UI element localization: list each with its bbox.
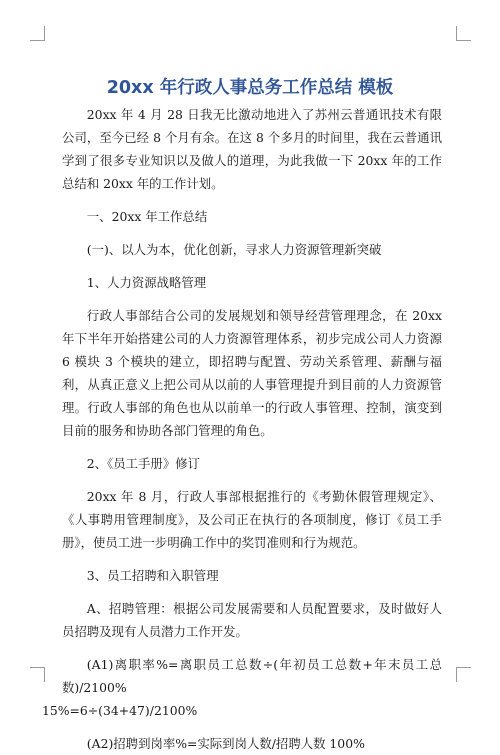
section-heading: 一、20xx 年工作总结 — [86, 209, 208, 224]
crop-mark-top-left — [30, 26, 45, 41]
item-heading: 2、《员工手册》修订 — [86, 456, 200, 471]
formula-line: (A2)招聘到岗率%=实际到岗人数/招聘人数 100% — [86, 736, 365, 751]
body-paragraph: 行政人事部结合公司的发展规划和领导经营管理理念，在 20xx 年下半年开始搭建公司的人力资源管理体系，初步完成公司人力资源 6 模块 3 个模块的建立，即招聘与配置、劳动关系管理、薪酬与福利，从真正意义上把公司从以前的人事管理提升到目前的人力资源管理。行政人事部的角色也从以前单一的行政人事管理、控制，演变到目前的服务和协助各部门管理的角色。 — [62, 308, 442, 438]
crop-mark-top-right — [456, 26, 471, 41]
body-paragraph: 20xx 年 8 月，行政人事部根据推行的《考勤休假管理规定》、《人事聘用管理制度》，及公司正在执行的各项制度，修订《员工手册》，使员工进一步明确工作中的奖罚准则和行为规范。 — [62, 489, 442, 550]
crop-mark-bottom-right — [456, 667, 471, 682]
document-title: 20xx 年行政人事总务工作总结 模板 — [106, 77, 394, 98]
document-body — [42, 103, 442, 755]
body-paragraph: A、招聘管理：根据公司发展需要和人员配置要求，及时做好人员招聘及现有人员潜力工作开发。 — [62, 601, 442, 639]
formula-line: 15%=6÷(34+47)/2100% — [42, 703, 198, 718]
intro-paragraph: 20xx 年 4 月 28 日我无比激动地进入了苏州云普通讯技术有限公司，至今已经 8 个月有余。在这 8 个多月的时间里，我在云普通讯学到了很多专业知识以及做人的道理，为此我做一下 20xx 年的工作总结和 20xx 年的工作计划。 — [62, 107, 442, 191]
item-heading: 3、员工招聘和入职管理 — [86, 568, 219, 583]
crop-mark-bottom-left — [30, 667, 45, 682]
subsection-heading: (一)、以人为本，优化创新，寻求人力资源管理新突破 — [86, 242, 382, 257]
formula-line: (A1)离职率%=离职员工总数÷(年初员工总数+年末员工总数)/2100% — [62, 657, 442, 695]
item-heading: 1、人力资源战略管理 — [86, 275, 207, 290]
